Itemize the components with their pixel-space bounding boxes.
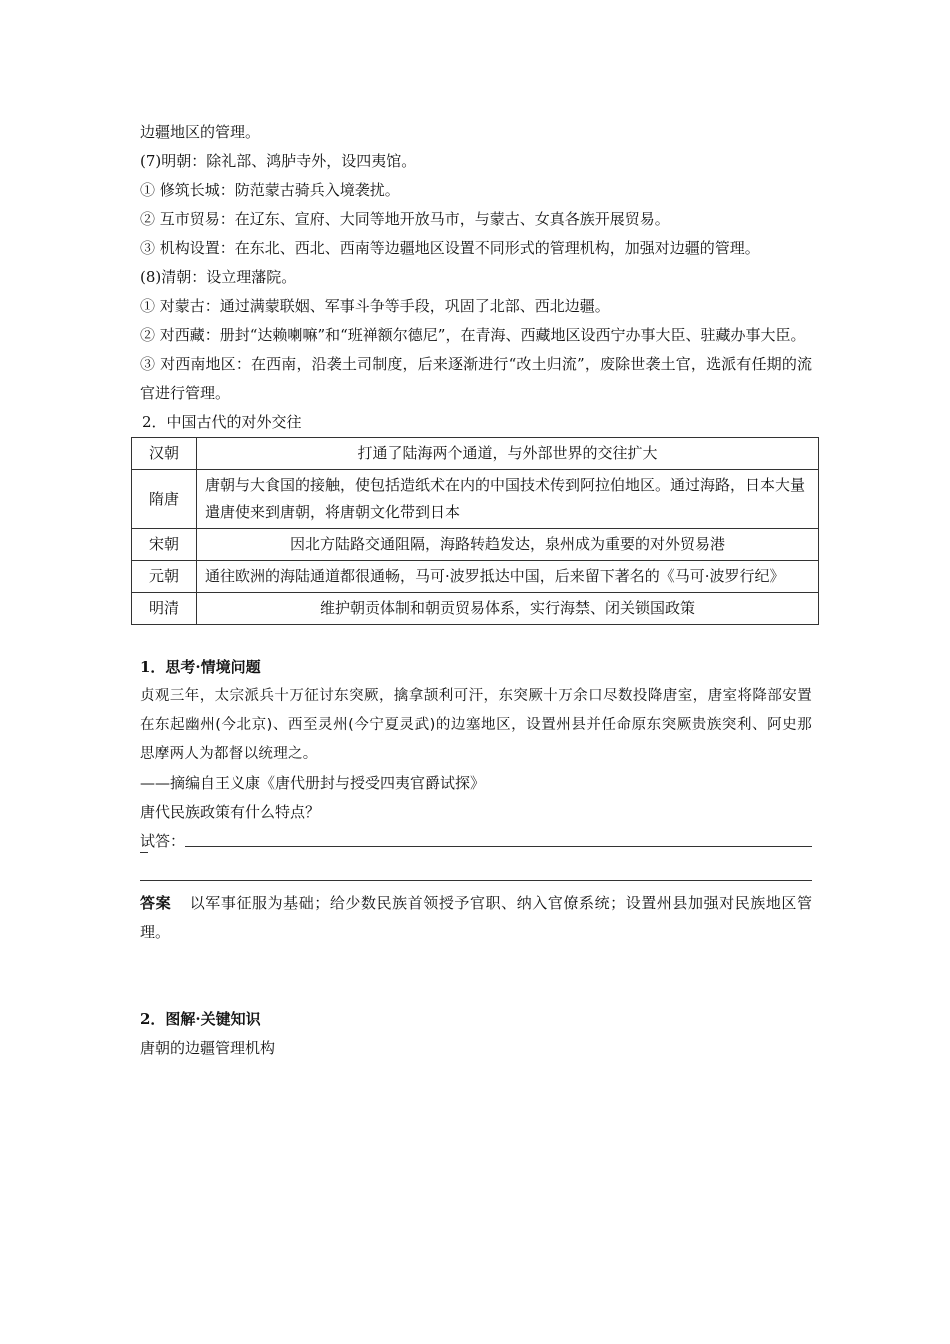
text-line: (8)清朝：设立理藩院。 [140,268,297,286]
text-line: ③ 机构设置：在东北、西北、西南等边疆地区设置不同形式的管理机构，加强对边疆的管理。 [140,239,760,257]
era-cell: 汉朝 [132,438,197,470]
diagram-title: 2．图解·关键知识 [140,1010,261,1028]
text-line: ② 对西藏：册封“达赖喇嘛”和“班禅额尔德尼”，在青海、西藏地区设西宁办事大臣、驻藏办事大臣。 [140,326,806,344]
question: 唐代民族政策有什么特点？ [140,803,321,821]
table-row [132,561,819,593]
intro-section [140,118,812,408]
answer-prompt: 试答： [140,832,186,850]
era-cell: 明清 [132,593,197,625]
table-row [132,470,819,529]
answer-area[interactable] [140,827,812,881]
document-page [140,118,812,1063]
think-title: 1．思考·情境问题 [140,658,261,676]
answer-label: 答案 [140,894,172,912]
text-line: 边疆地区的管理。 [140,123,261,141]
answer [140,889,812,947]
historical-quote: 贞观三年，太宗派兵十万征讨东突厥，擒拿颉利可汗，东突厥十万余口尽数投降唐室，唐室将降部安置在东起幽州(今北京)、西至灵州(今宁夏灵武)的边塞地区，设置州县并任命原东突厥贵族突利、阿史那思摩两人为都督以统理之。 [140,688,812,762]
content-cell: 维护朝贡体制和朝贡贸易体系，实行海禁、闭关锁国政策 [197,593,819,625]
text-line: ③ 对西南地区：在西南，沿袭土司制度，后来逐渐进行“改土归流”，废除世袭土官，选派有任期的流官进行管理。 [140,355,812,402]
table-row [132,593,819,625]
text-line: ① 对蒙古：通过满蒙联姻、军事斗争等手段，巩固了北部、西北边疆。 [140,297,610,315]
answer-prompt-row [140,827,812,856]
answer-blank-line[interactable] [185,845,812,847]
section-title: 2．中国古代的对外交往 [142,413,302,431]
content-cell: 因北方陆路交通阻隔，海路转趋发达，泉州成为重要的对外贸易港 [197,529,819,561]
content-cell: 通往欧洲的海陆通道都很通畅，马可·波罗抵达中国，后来留下著名的《马可·波罗行纪》 [197,561,819,593]
foreign-exchange-table [131,437,819,625]
content-cell: 唐朝与大食国的接触，使包括造纸术在内的中国技术传到阿拉伯地区。通过海路，日本大量遣唐使来到唐朝，将唐朝文化带到日本 [197,470,819,529]
table-row [132,529,819,561]
text-line: ② 互市贸易：在辽东、宣府、大同等地开放马市，与蒙古、女真各族开展贸易。 [140,210,670,228]
era-cell: 宋朝 [132,529,197,561]
text-line: (7)明朝：除礼部、鸿胪寺外，设四夷馆。 [140,152,417,170]
content-cell: 打通了陆海两个通道，与外部世界的交往扩大 [197,438,819,470]
era-cell: 隋唐 [132,470,197,529]
answer-blank-line[interactable] [140,879,812,881]
answer-text: 以军事征服为基础；给少数民族首领授予官职、纳入官僚系统；设置州县加强对民族地区管理。 [140,894,812,941]
diagram-caption: 唐朝的边疆管理机构 [140,1039,276,1057]
table-row [132,438,819,470]
era-cell: 元朝 [132,561,197,593]
text-line: ① 修筑长城：防范蒙古骑兵入境袭扰。 [140,181,400,199]
quote-source: ——摘编自王义康《唐代册封与授受四夷官爵试探》 [140,774,486,792]
